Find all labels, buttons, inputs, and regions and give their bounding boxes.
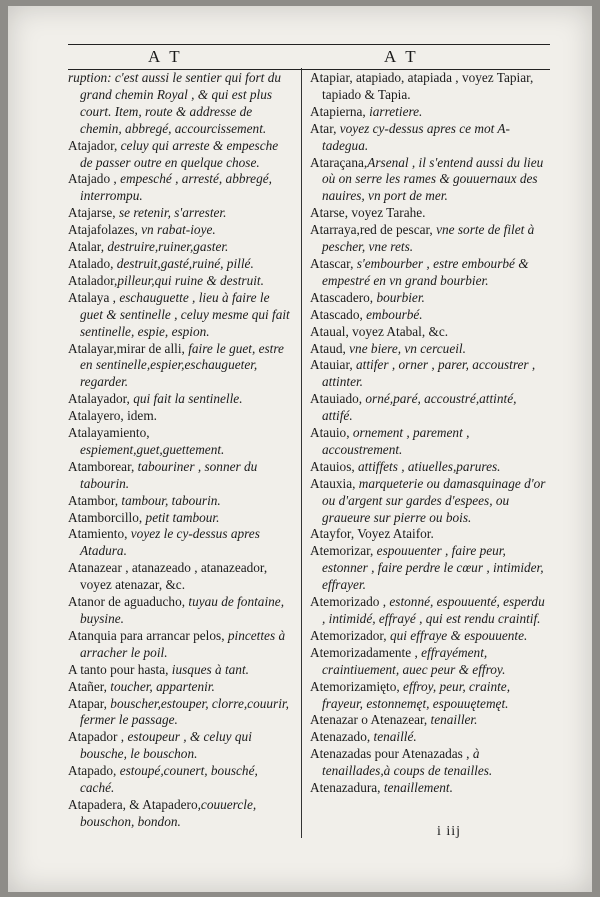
dictionary-entry: Atapierna, iarretiere. [310,103,423,119]
dictionary-entry: Atapador , estoupeur , & celuy qui bousche, le bouschon. [68,729,252,762]
dictionary-entry: Atemorizado , estonné, espouuenté, esperdu , intimidé, effrayé , qui est rendu craintif. [310,594,545,626]
dictionary-entry: Atar, voyez cy-dessus apres ce mot A-tadegua. [310,120,510,153]
signature-mark: i iij [437,824,462,839]
dictionary-entry: Atauios, attiffets , atiuelles,parures. [310,458,501,474]
dictionary-entry: Atarraya,red de pescar, vne sorte de filet à pescher, vne rets. [310,222,535,255]
dictionary-entry: Ataual, voyez Atabal, &c. [310,323,449,339]
dictionary-entry: Atamiento, voyez le cy-dessus apres Atadura. [68,526,260,559]
dictionary-entry: Atalayar,mirar de alli, faire le guet, estre en sentinelle,espier,eschaugueter, regarder. [68,340,284,390]
dictionary-entry: Atajado , empesché , arresté, abbregé, interrompu. [68,171,272,204]
dictionary-entry: Atemorizador, qui effraye & espouuente. [310,627,528,643]
dictionary-entry: Atemorizamięto, effroy, peur, crainte, frayeur, estonnemęt, espouuętemęt. [310,678,511,711]
dictionary-entry: Atauiado, orné,paré, accoustré,attinté, attifé. [310,391,517,424]
right-column [310,70,550,797]
dictionary-entry: Atanazear , atanazeado , atanazeador, voyez atenazar, &c. [68,560,268,593]
dictionary-entry: Atapiar, atapiado, atapiada , voyez Tapiar, tapiado & Tapia. [310,70,534,102]
dictionary-entry: Atalar, destruire,ruiner,gaster. [68,239,229,255]
dictionary-entry: Atalaya , eschauguette , lieu à faire le guet & sentinelle , celuy mesme qui fait sentinelle, espie, espion. [68,289,290,339]
dictionary-entry: Atarse, voyez Tarahe. [310,205,426,221]
dictionary-entry: Atascado, embourbé. [310,306,423,322]
dictionary-entry: Atarаçana,Arsenal , il s'entend aussi du lieu où on serre les rames & gouuernaux des nauires, vn port de mer. [310,154,544,204]
running-header [68,44,550,70]
dictionary-entry: Atascadero, bourbier. [310,289,425,305]
dictionary-entry: Atanor de aguaducho, tuyau de fontaine, buysine. [68,594,285,626]
dictionary-entry: Atapado, estoupé,counert, bousché, caché. [68,763,258,796]
dictionary-entry: Atemorizadamente , effrayément, craintiuement, auec peur & effroy. [310,644,506,677]
header-left: A T [148,47,183,66]
dictionary-entry: Atalador,pilleur,qui ruine & destruit. [68,272,264,288]
dictionary-entry: Atamborear, tabouriner , sonner du tabourin. [68,458,258,491]
dictionary-entry: Atauio, ornement , parement , accoustrement. [310,425,470,457]
dictionary-entry: Atenazadas pour Atenazadas , à tenaillades,à coups de tenailles. [310,746,493,779]
dictionary-entry: Atanquia para arrancar pelos, pincettes à arracher le poil. [68,627,286,660]
dictionary-entry: Atalado, destruit,gasté,ruiné, pillé. [68,255,254,271]
dictionary-entry: Atapadera, & Atapadero,couuercle, bouschon, bondon. [68,796,257,829]
dictionary-entry: Atenazadura, tenaillement. [310,780,453,796]
dictionary-entry: Atauiar, attifer , orner , parer, accoustrer , attinter. [310,357,536,390]
header-right: A T [384,47,419,66]
dictionary-entry: Atajarse, se retenir, s'arrester. [68,205,227,221]
dictionary-entry: Atajafolazes, vn rabat-ioye. [68,222,216,238]
dictionary-entry: Atauxia, marqueterie ou damasquinage d'or ou d'argent sur gardes d'espees, ou graueure sur pierre ou bois. [310,475,546,525]
dictionary-entry: Atalayero, idem. [68,408,157,424]
dictionary-page [8,6,592,892]
dictionary-entry: Atemorizar, espouuenter , faire peur, estonner , faire perdre le cœur , intimider, effrayer. [310,543,544,593]
dictionary-entry: Atenazar o Atenazear, tenailler. [310,712,478,728]
dictionary-entry: Atapar, bouscher,estouper, clorre,couurir, fermer le passage. [68,695,289,728]
dictionary-entry: ruption: c'est aussi le sentier qui fort du grand chemin Royal , & qui est plus court. Item, route & addresse de chemin, abbregé, accourcissement. [68,70,281,136]
dictionary-entry: Atascar, s'embourber , estre embourbé & empestré en vn grand bourbier. [310,255,529,288]
dictionary-entry: Atamborcillo, petit tambour. [68,509,220,525]
left-column [68,70,294,831]
dictionary-entry: Ataud, vne biere, vn cercueil. [310,340,466,356]
dictionary-entry: Atalayador, qui fait la sentinelle. [68,391,243,407]
dictionary-entry: Atalayamiento, espiement,guet,guettement. [68,425,225,457]
dictionary-entry: Atambor, tambour, tabourin. [68,492,221,508]
dictionary-entry: Atajador, celuy qui arreste & empesche de passer outre en quelque chose. [68,137,279,170]
dictionary-entry: Atañer, toucher, appartenir. [68,678,215,694]
dictionary-entry: A tanto pour hasta, iusques à tant. [68,661,249,677]
column-divider [301,68,302,838]
dictionary-entry: Atenazado, tenaillé. [310,729,417,745]
dictionary-entry: Atayfor, Voyez Ataifor. [310,526,434,542]
